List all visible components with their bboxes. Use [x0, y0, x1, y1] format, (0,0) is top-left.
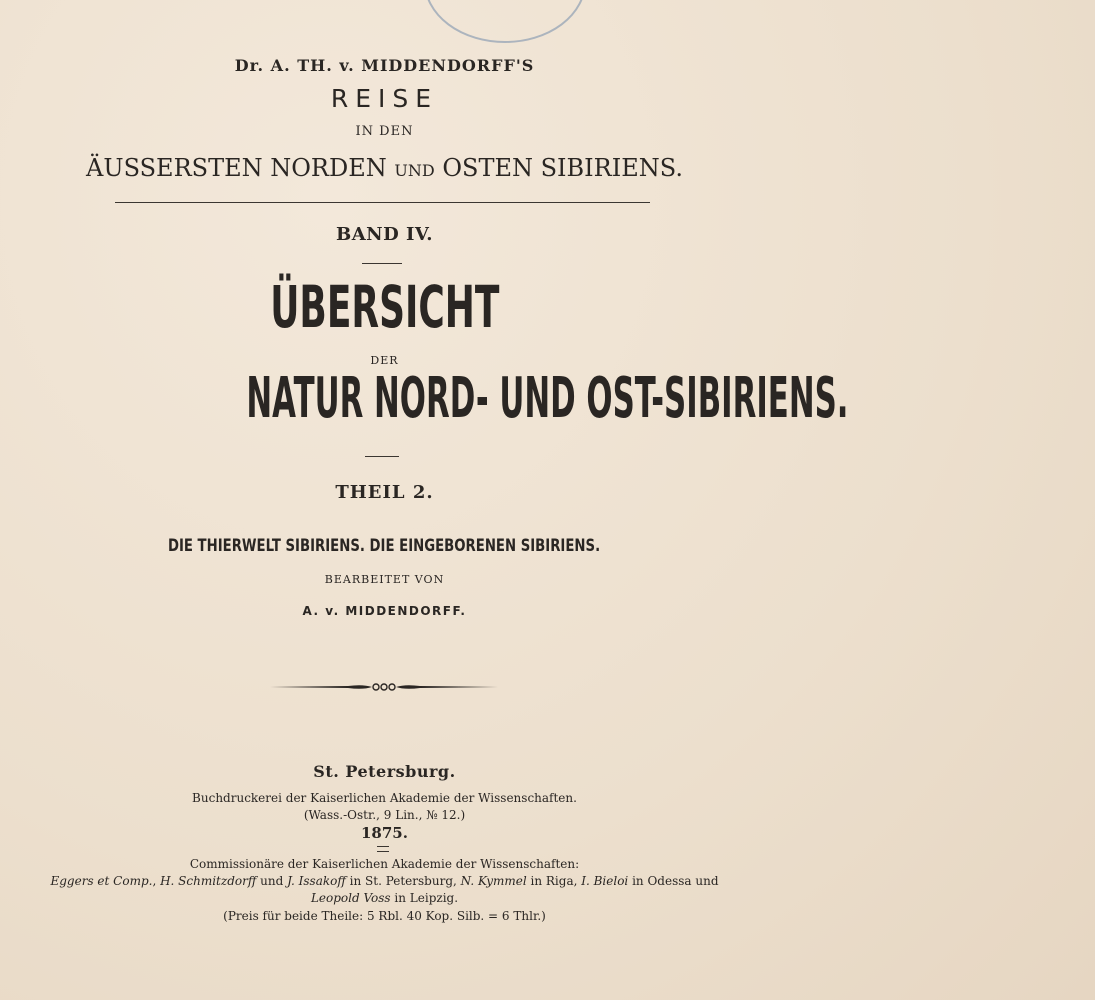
region-part-2: OSTEN SIBIRIENS.	[442, 154, 683, 182]
imprint-city: St. Petersburg.	[313, 762, 456, 781]
seller-name: J. Issakoff	[287, 874, 346, 888]
seller-text: in Leipzig.	[390, 891, 459, 905]
ornament-rule	[268, 678, 500, 696]
seller-name: Eggers et Comp.	[50, 874, 153, 888]
sellers-line-2	[0, 891, 769, 905]
region-title	[0, 154, 769, 182]
contents-text: DIE THIERWELT SIBIRIENS. DIE EINGEBORENEN SIBIRIENS.	[168, 536, 601, 556]
seller-text: ,	[152, 874, 161, 888]
region-part-und: UND	[394, 161, 435, 180]
edited-by-label: BEARBEITET VON	[324, 573, 445, 586]
seller-text: und	[256, 874, 288, 888]
in-den-text: IN DEN	[355, 124, 414, 139]
seller-text: in Riga,	[526, 874, 582, 888]
seller-name: N. Kymmel	[460, 874, 527, 888]
divider-rule	[115, 202, 650, 203]
editor-name: A. v. MIDDENDORFF.	[302, 604, 467, 618]
ubersicht-text: ÜBERSICHT	[269, 273, 500, 341]
double-rule	[377, 846, 389, 852]
commissioners-line: Commissionäre der Kaiserlichen Akademie der Wissenschaften:	[189, 857, 580, 871]
seller-name: H. Schmitzdorff	[160, 874, 257, 888]
der-text: DER	[370, 354, 399, 367]
region-part-1: ÄUSSERSTEN NORDEN	[86, 154, 387, 182]
volume-label: BAND IV.	[335, 224, 433, 245]
main-title-text: NATUR NORD- UND OST-SIBIRIENS.	[246, 366, 849, 431]
reise-heading: REISE	[330, 84, 439, 113]
contents-line	[0, 536, 769, 556]
imprint-press: Buchdruckerei der Kaiserlichen Akademie der Wissenschaften.	[192, 791, 577, 805]
sellers-line-1	[0, 874, 769, 888]
ubersicht-title	[0, 274, 769, 340]
seller-name: Leopold Voss	[310, 891, 391, 905]
imprint-address: (Wass.-Ostr., 9 Lin., № 12.)	[303, 808, 466, 822]
library-stamp	[400, 0, 610, 55]
short-rule	[365, 456, 399, 457]
publication-year: 1875.	[361, 824, 408, 842]
short-rule	[362, 263, 402, 264]
seller-text: in Odessa und	[628, 874, 719, 888]
seller-name: I. Bieloi	[581, 874, 629, 888]
seller-text: in St. Petersburg,	[345, 874, 461, 888]
main-title	[0, 366, 849, 432]
part-label: THEIL 2.	[335, 482, 434, 503]
author-line: Dr. A. TH. v. MIDDENDORFF'S	[234, 56, 535, 75]
price-line: (Preis für beide Theile: 5 Rbl. 40 Kop. Silb. = 6 Thlr.)	[223, 909, 546, 923]
